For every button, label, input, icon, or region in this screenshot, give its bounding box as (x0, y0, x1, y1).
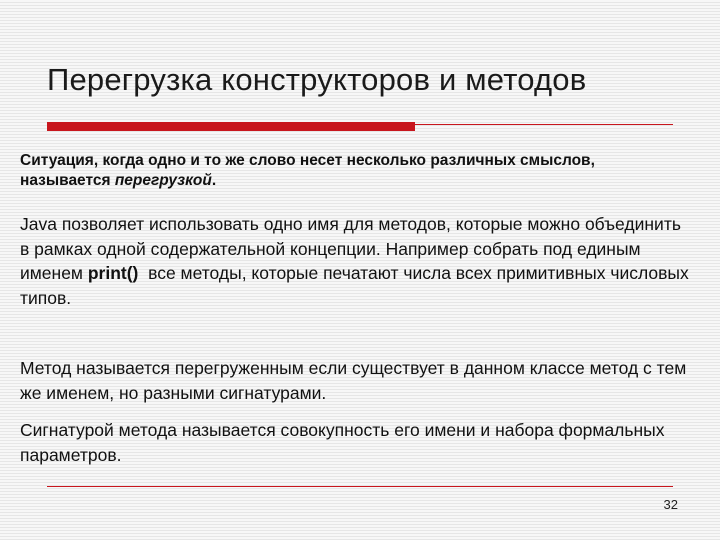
intro-line-2-suffix: . (211, 172, 217, 189)
paragraph-1-code: print() (87, 263, 139, 283)
footer-divider (47, 486, 673, 487)
paragraph-method-signature: Сигнатурой метода называется совокупность его имени и набора формальных параметров. (20, 420, 665, 465)
intro-definition (20, 151, 700, 191)
paragraph-java-overloading (20, 212, 694, 310)
intro-emphasis-term: перегрузкой (114, 172, 212, 189)
title-accent-bar (47, 122, 415, 131)
paragraph-1-text-before: Java позволяет использовать одно имя для методов, которые можно объединить в рамках одной содержательной концепции. Например собрать под единым именем (20, 214, 681, 283)
slide-title: Перегрузка конструкторов и методов (47, 62, 587, 97)
paragraph-overloaded-method: Метод называется перегруженным если существует в данном классе метод с тем же именем, но разными сигнатурами. (20, 358, 687, 403)
page-number: 32 (663, 497, 678, 512)
title-accent-line (415, 124, 673, 125)
intro-line-2-prefix: называется (20, 172, 115, 189)
paragraph-1-text-after: все методы, которые печатают числа всех примитивных числовых типов. (20, 263, 694, 308)
intro-line-1: Ситуация, когда одно и то же слово несет несколько различных смыслов, (20, 152, 595, 169)
